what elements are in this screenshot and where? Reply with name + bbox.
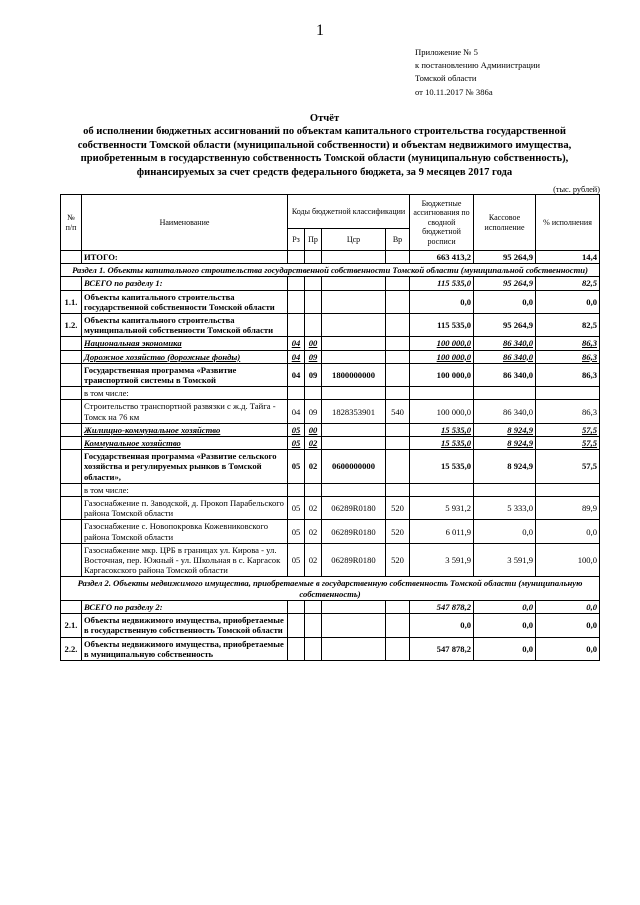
cell-pr (305, 483, 322, 496)
cell-rz: 05 (288, 423, 305, 436)
cell-pr (305, 600, 322, 613)
table-row (61, 363, 600, 386)
title-line: собственности Томской области (муниципальной собственности) и объектам недвижимого имущества, (77, 139, 572, 151)
cell-pr: 09 (305, 400, 322, 423)
cell-vr (386, 614, 410, 637)
table-row (61, 314, 600, 337)
table-row (61, 251, 600, 264)
title-line: Отчёт (309, 113, 340, 124)
cell-vr (386, 483, 410, 496)
cell-rz (288, 314, 305, 337)
table-row (61, 423, 600, 436)
cell-csr: 0600000000 (322, 450, 386, 484)
cell-name: в том числе: (82, 387, 288, 400)
section-row (61, 264, 600, 277)
cell-csr (322, 337, 386, 350)
cell-name: Дорожное хозяйство (дорожные фонды) (82, 350, 288, 363)
cell-pr: 02 (305, 437, 322, 450)
cell-vr (386, 600, 410, 613)
cell-cash: 86 340,0 (474, 337, 536, 350)
table-row (61, 400, 600, 423)
cell-budget: 547 878,2 (410, 637, 474, 660)
cell-vr (386, 337, 410, 350)
cell-csr: 1800000000 (322, 363, 386, 386)
table-row (61, 614, 600, 637)
cell-pr: 09 (305, 350, 322, 363)
cell-vr: 520 (386, 543, 410, 577)
cell-budget (410, 483, 474, 496)
cell-budget: 663 413,2 (410, 251, 474, 264)
title-line: финансируемых за счет средств федерального бюджета, за 9 месяцев 2017 года (136, 166, 513, 178)
cell-rz: 04 (288, 400, 305, 423)
cell-vr (386, 450, 410, 484)
cell-rz: 05 (288, 520, 305, 543)
table-row (61, 543, 600, 577)
cell-pct: 14,4 (536, 251, 600, 264)
cell-num (61, 277, 82, 290)
appendix-block (415, 46, 540, 99)
cell-pr (305, 251, 322, 264)
cell-num (61, 337, 82, 350)
cell-pct: 0,0 (536, 520, 600, 543)
cell-rz: 05 (288, 497, 305, 520)
table-row (61, 350, 600, 363)
header-rz: Рз (288, 229, 305, 251)
cell-budget: 15 535,0 (410, 437, 474, 450)
cell-rz: 04 (288, 337, 305, 350)
cell-cash: 0,0 (474, 600, 536, 613)
cell-csr (322, 423, 386, 436)
cell-num (61, 400, 82, 423)
cell-name: Газоснабжение мкр. ЦРБ в границах ул. Кирова - ул. Восточная, пер. Южный - ул. Школьная в с. Каргасок Каргасокского района Томской области (82, 543, 288, 577)
cell-cash: 95 264,9 (474, 277, 536, 290)
section-title: Раздел 2. Объекты недвижимого имущества, приобретаемые в государственную собственность Томской области (муниципальную собственность) (61, 577, 600, 600)
cell-cash: 86 340,0 (474, 363, 536, 386)
cell-name: ИТОГО: (82, 251, 288, 264)
header-vr: Вр (386, 229, 410, 251)
cell-csr (322, 483, 386, 496)
cell-name: Газоснабжение с. Новопокровка Кожевниковского района Томской области (82, 520, 288, 543)
cell-vr (386, 437, 410, 450)
cell-pct: 82,5 (536, 314, 600, 337)
cell-budget: 115 535,0 (410, 314, 474, 337)
cell-pr (305, 290, 322, 313)
cell-vr (386, 350, 410, 363)
appendix-line: Томской области (415, 73, 477, 84)
cell-csr (322, 251, 386, 264)
cell-budget: 6 011,9 (410, 520, 474, 543)
cell-rz: 05 (288, 450, 305, 484)
cell-csr (322, 314, 386, 337)
table-row (61, 337, 600, 350)
cell-num (61, 483, 82, 496)
cell-cash (474, 483, 536, 496)
cell-pct: 57,5 (536, 423, 600, 436)
title-line: об исполнении бюджетных ассигнований по объектам капитального строительства государственной (83, 126, 566, 138)
cell-num (61, 387, 82, 400)
cell-name: Национальная экономика (82, 337, 288, 350)
cell-vr: 520 (386, 520, 410, 543)
units-label: (тыс. рублей) (553, 185, 600, 194)
cell-num: 1.2. (61, 314, 82, 337)
cell-budget: 5 931,2 (410, 497, 474, 520)
cell-pct: 57,5 (536, 450, 600, 484)
cell-num: 1.1. (61, 290, 82, 313)
cell-pr (305, 277, 322, 290)
cell-vr (386, 423, 410, 436)
table-row (61, 450, 600, 484)
cell-csr (322, 387, 386, 400)
cell-vr (386, 363, 410, 386)
cell-csr (322, 637, 386, 660)
cell-cash: 0,0 (474, 290, 536, 313)
header-codes: Коды бюджетной классификации (288, 195, 410, 229)
cell-cash: 86 340,0 (474, 350, 536, 363)
cell-rz (288, 387, 305, 400)
cell-pr (305, 387, 322, 400)
cell-vr (386, 290, 410, 313)
cell-pct (536, 387, 600, 400)
cell-pct: 0,0 (536, 600, 600, 613)
cell-pct: 0,0 (536, 290, 600, 313)
table-row (61, 520, 600, 543)
cell-csr (322, 614, 386, 637)
cell-budget: 547 878,2 (410, 600, 474, 613)
header-cash: Кассовое исполнение (474, 195, 536, 251)
cell-csr: 06289R0180 (322, 543, 386, 577)
cell-num (61, 363, 82, 386)
cell-vr (386, 387, 410, 400)
cell-rz (288, 600, 305, 613)
header-num: № п/п (61, 195, 82, 251)
cell-name: в том числе: (82, 483, 288, 496)
cell-num (61, 543, 82, 577)
cell-pr (305, 637, 322, 660)
cell-name: Строительство транспортной развязки с ж.д. Тайга - Томск на 76 км (82, 400, 288, 423)
cell-num (61, 497, 82, 520)
section-title: Раздел 1. Объекты капитального строительства государственной собственности Томской области (муниципальной собственности) (61, 264, 600, 277)
cell-cash: 95 264,9 (474, 251, 536, 264)
cell-csr: 06289R0180 (322, 497, 386, 520)
cell-csr: 1828353901 (322, 400, 386, 423)
header-pct: % исполнения (536, 195, 600, 251)
cell-vr (386, 314, 410, 337)
cell-name: Объекты недвижимого имущества, приобретаемые в государственную собственность Томской области (82, 614, 288, 637)
cell-pr: 00 (305, 337, 322, 350)
cell-pct (536, 483, 600, 496)
cell-num (61, 437, 82, 450)
cell-budget: 0,0 (410, 614, 474, 637)
cell-csr (322, 277, 386, 290)
cell-cash: 86 340,0 (474, 400, 536, 423)
cell-budget: 0,0 (410, 290, 474, 313)
cell-pct: 86,3 (536, 337, 600, 350)
cell-name: ВСЕГО по разделу 1: (82, 277, 288, 290)
cell-cash: 3 591,9 (474, 543, 536, 577)
table-row (61, 497, 600, 520)
cell-pr: 02 (305, 543, 322, 577)
cell-name: Жилищно-коммунальное хозяйство (82, 423, 288, 436)
cell-pct: 89,9 (536, 497, 600, 520)
cell-name: Государственная программа «Развитие сельского хозяйства и регулируемых рынков в Томской области», (82, 450, 288, 484)
cell-rz: 04 (288, 350, 305, 363)
header-pr: Пр (305, 229, 322, 251)
cell-vr (386, 637, 410, 660)
cell-pr: 00 (305, 423, 322, 436)
cell-cash: 5 333,0 (474, 497, 536, 520)
cell-pct: 100,0 (536, 543, 600, 577)
cell-cash: 8 924,9 (474, 437, 536, 450)
cell-name: ВСЕГО по разделу 2: (82, 600, 288, 613)
cell-vr: 540 (386, 400, 410, 423)
appendix-line: к постановлению Администрации (415, 60, 541, 71)
cell-name: Объекты капитального строительства государственной собственности Томской области (82, 290, 288, 313)
cell-name: Коммунальное хозяйство (82, 437, 288, 450)
cell-rz (288, 251, 305, 264)
page-number: 1 (316, 22, 324, 39)
cell-budget: 15 535,0 (410, 450, 474, 484)
section-row (61, 577, 600, 600)
cell-pct: 0,0 (536, 614, 600, 637)
cell-pr (305, 314, 322, 337)
cell-name: Государственная программа «Развитие транспортной системы в Томской (82, 363, 288, 386)
cell-pr (305, 614, 322, 637)
cell-vr (386, 251, 410, 264)
table-row (61, 290, 600, 313)
cell-budget: 15 535,0 (410, 423, 474, 436)
cell-budget: 100 000,0 (410, 400, 474, 423)
table-row (61, 637, 600, 660)
cell-num (61, 251, 82, 264)
cell-cash: 8 924,9 (474, 423, 536, 436)
cell-cash: 0,0 (474, 614, 536, 637)
table-row (61, 437, 600, 450)
cell-vr (386, 277, 410, 290)
cell-pr: 09 (305, 363, 322, 386)
cell-num (61, 600, 82, 613)
header-budget: Бюджетные ассигнования по сводной бюджетной росписи (410, 195, 474, 251)
cell-pct: 86,3 (536, 363, 600, 386)
appendix-line: от 10.11.2017 № 386а (415, 86, 493, 97)
cell-budget: 100 000,0 (410, 350, 474, 363)
table-row (61, 600, 600, 613)
cell-pr: 02 (305, 520, 322, 543)
cell-budget: 100 000,0 (410, 337, 474, 350)
cell-budget: 100 000,0 (410, 363, 474, 386)
header-name: Наименование (82, 195, 288, 251)
table-row (61, 277, 600, 290)
table-body (61, 251, 600, 661)
cell-num (61, 350, 82, 363)
cell-pct: 0,0 (536, 637, 600, 660)
cell-vr: 520 (386, 497, 410, 520)
cell-rz (288, 277, 305, 290)
cell-rz: 04 (288, 363, 305, 386)
cell-csr: 06289R0180 (322, 520, 386, 543)
cell-cash: 0,0 (474, 637, 536, 660)
cell-pct: 86,3 (536, 350, 600, 363)
table-row (61, 387, 600, 400)
cell-cash: 95 264,9 (474, 314, 536, 337)
cell-rz: 05 (288, 437, 305, 450)
cell-name: Объекты капитального строительства муниципальной собственности Томской области (82, 314, 288, 337)
cell-pct: 86,3 (536, 400, 600, 423)
cell-name: Объекты недвижимого имущества, приобретаемые в муниципальную собственность (82, 637, 288, 660)
cell-num: 2.1. (61, 614, 82, 637)
cell-pr: 02 (305, 497, 322, 520)
header-csr: Цср (322, 229, 386, 251)
cell-rz (288, 290, 305, 313)
cell-csr (322, 350, 386, 363)
cell-budget: 115 535,0 (410, 277, 474, 290)
cell-csr (322, 437, 386, 450)
cell-rz (288, 637, 305, 660)
cell-rz (288, 614, 305, 637)
cell-cash: 8 924,9 (474, 450, 536, 484)
table-row (61, 483, 600, 496)
cell-rz (288, 483, 305, 496)
cell-csr (322, 600, 386, 613)
cell-csr (322, 290, 386, 313)
cell-pct: 57,5 (536, 437, 600, 450)
cell-num (61, 450, 82, 484)
cell-budget (410, 387, 474, 400)
cell-cash: 0,0 (474, 520, 536, 543)
title-line: приобретенным в государственную собственность Томской области (муниципальную собственность), (80, 153, 569, 165)
cell-rz: 05 (288, 543, 305, 577)
cell-budget: 3 591,9 (410, 543, 474, 577)
cell-cash (474, 387, 536, 400)
cell-num: 2.2. (61, 637, 82, 660)
cell-num (61, 423, 82, 436)
cell-pr: 02 (305, 450, 322, 484)
cell-num (61, 520, 82, 543)
report-title (48, 112, 601, 179)
cell-name: Газоснабжение п. Заводской, д. Прокоп Парабельского района Томской области (82, 497, 288, 520)
cell-pct: 82,5 (536, 277, 600, 290)
appendix-line: Приложение № 5 (415, 47, 478, 57)
report-table (60, 194, 600, 661)
